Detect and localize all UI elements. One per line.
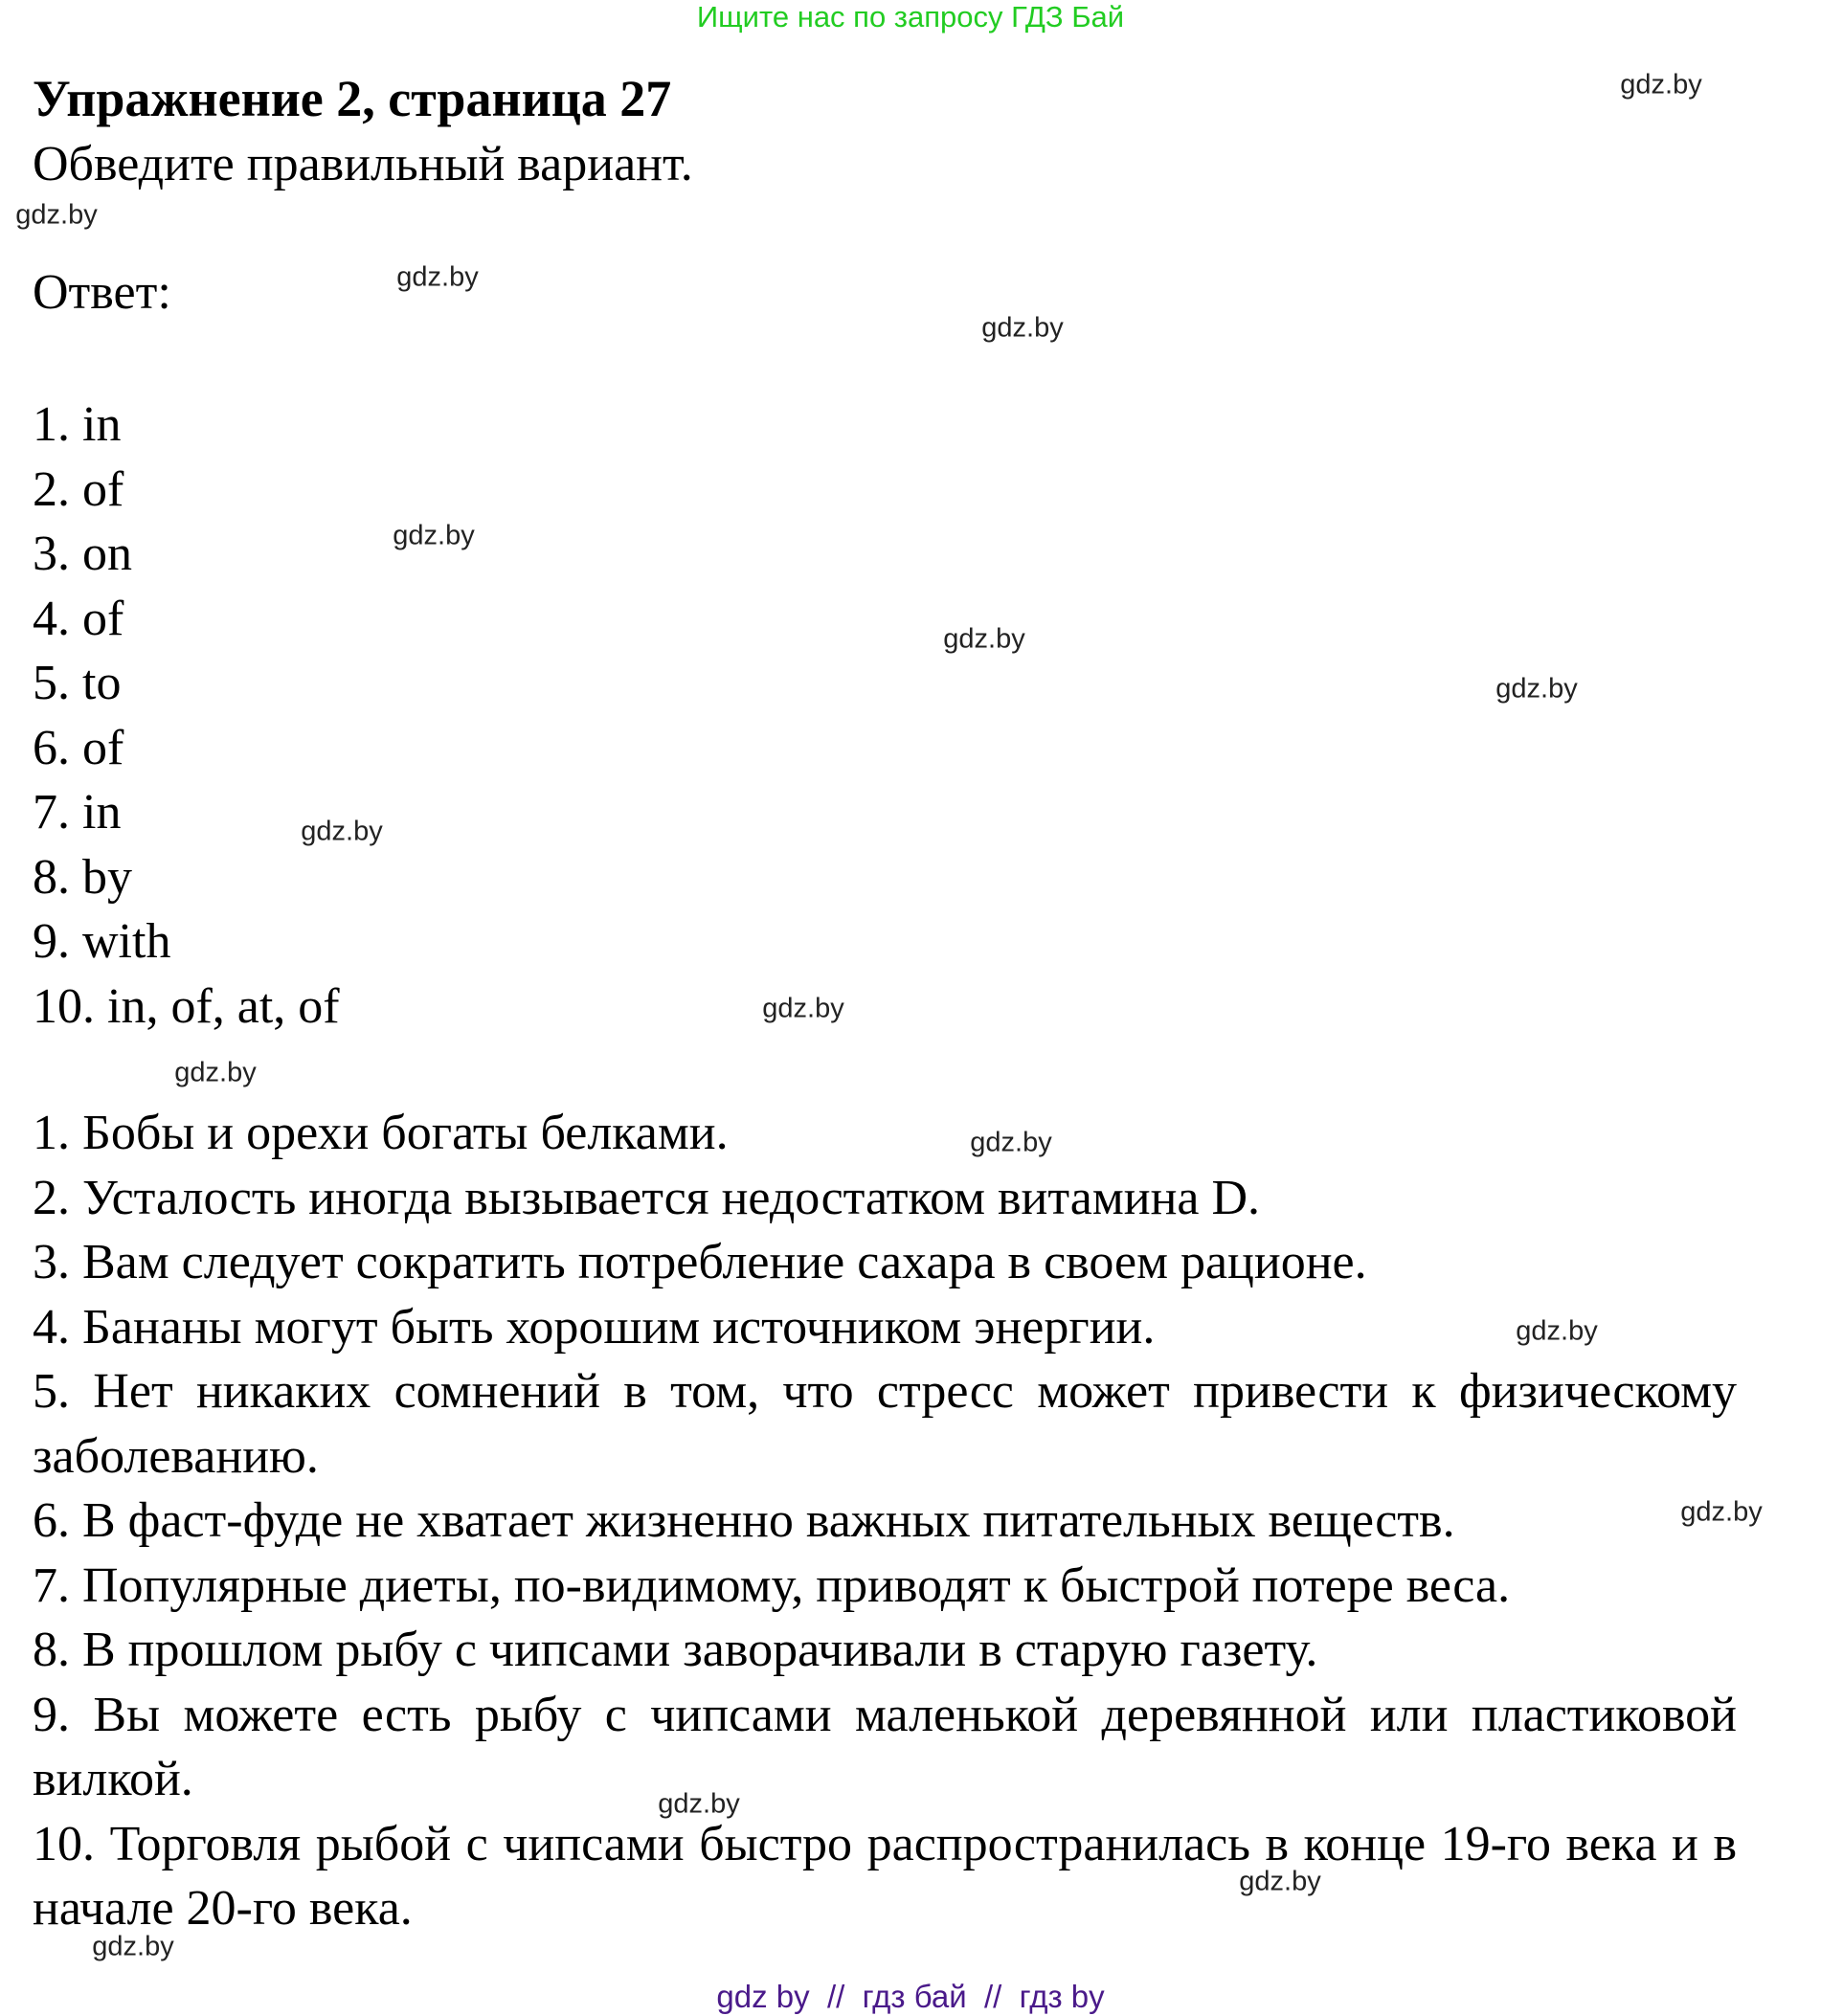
answer-item: 6. of [33,720,124,775]
watermark-text: gdz.by [658,1788,740,1820]
answer-item: 3. on [33,526,132,581]
watermark-text: gdz.by [1620,69,1702,101]
watermark-text: gdz.by [1516,1315,1598,1347]
watermark-text: gdz.by [15,199,98,231]
translation-item: 8. В прошлом рыбу с чипсами заворачивали в старую газету. [33,1623,1318,1677]
watermark-text: gdz.by [174,1057,257,1088]
answer-item: 8. by [33,849,132,905]
translation-item: 1. Бобы и орехи богаты белками. [33,1106,729,1160]
watermark-text: gdz.by [396,261,479,293]
answer-item: 4. of [33,591,124,646]
translation-list [33,1101,1737,1941]
answer-item: 7. in [33,785,122,840]
translation-item: 6. В фаст-фуде не хватает жизненно важных питательных веществ. [33,1493,1455,1548]
watermark-text: gdz.by [393,520,475,551]
watermark-text: gdz.by [1680,1496,1763,1528]
search-banner: Ищите нас по запросу ГДЗ Бай [696,0,1125,34]
watermark-text: gdz.by [1495,673,1578,705]
translation-item: 3. Вам следует сократить потребление сахара в своем рационе. [33,1235,1367,1289]
watermark-text: gdz.by [1239,1866,1321,1897]
translation-item: 9. Вы можете есть рыбу с чипсами маленькой деревянной или пластиковой вилкой. [33,1687,1737,1806]
watermark-text: gdz.by [970,1127,1052,1158]
answer-label: Ответ: [33,265,171,320]
translation-item: 10. Торговля рыбой с чипсами быстро распространилась в конце 19-го века и в начале 20-го века. [33,1816,1737,1936]
translation-item: 5. Нет никаких сомнений в том, что стресс может привести к физическому заболеванию. [33,1364,1737,1484]
answer-item: 5. to [33,656,122,710]
exercise-title: Упражнение 2, страница 27 [33,70,672,127]
watermark-text: gdz.by [301,816,383,847]
answer-item: 9. with [33,914,171,969]
answer-item: 2. of [33,461,124,517]
watermark-text: gdz.by [92,1931,174,1962]
watermark-text: gdz.by [981,312,1064,344]
translation-item: 4. Бананы могут быть хорошим источником энергии. [33,1299,1156,1355]
translation-item: 7. Популярные диеты, по-видимому, приводят к быстрой потере веса. [33,1557,1511,1613]
exercise-instruction: Обведите правильный вариант. [33,137,693,191]
watermark-text: gdz.by [943,623,1025,655]
answer-item: 10. in, of, at, of [33,978,340,1034]
footer-links: gdz by // гдз бай // гдз by [716,1979,1105,2014]
answer-item: 1. in [33,397,122,452]
watermark-text: gdz.by [762,993,844,1024]
answer-list [33,392,340,1039]
translation-item: 2. Усталость иногда вызывается недостатком витамина D. [33,1170,1261,1225]
